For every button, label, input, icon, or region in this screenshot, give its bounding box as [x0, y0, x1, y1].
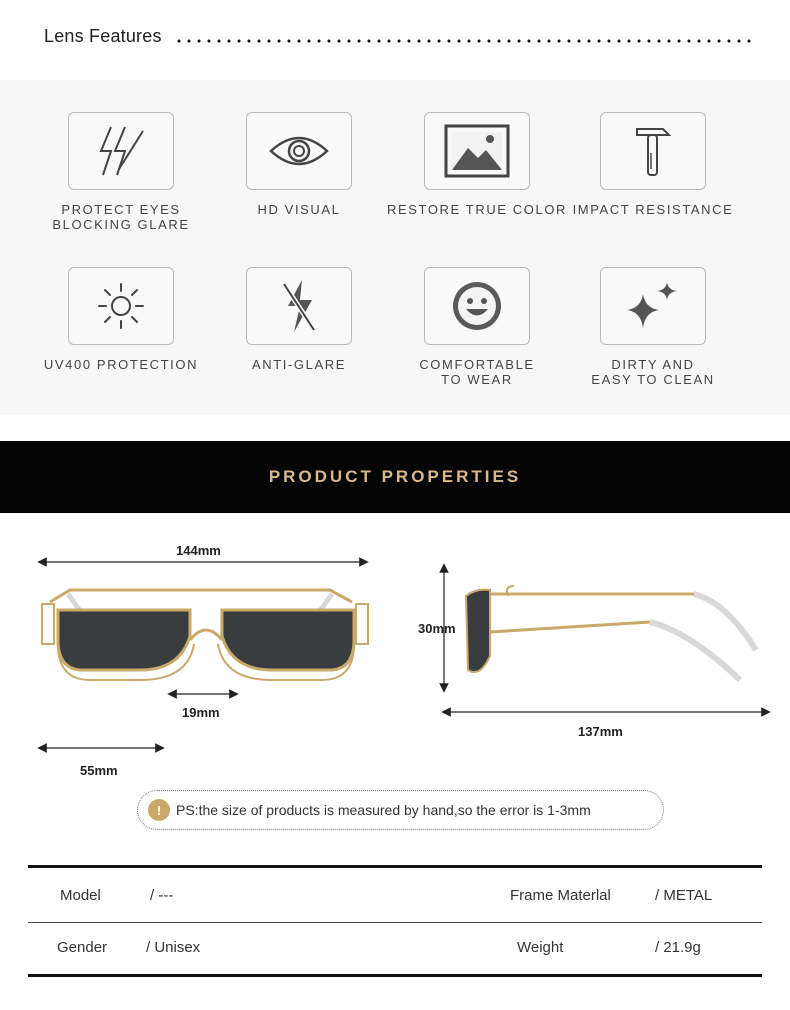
feature-hd-visual	[209, 112, 389, 217]
frame-material-label: Frame Materlal	[510, 887, 611, 904]
feature-restore-color	[387, 112, 567, 217]
gender-label: Gender	[57, 939, 108, 956]
banner-title: PRODUCT PROPERTIES	[268, 467, 522, 486]
feature-anti-glare	[209, 267, 389, 372]
eye-icon	[267, 131, 331, 171]
hammer-icon	[633, 123, 673, 179]
feature-protect-eyes	[31, 112, 211, 232]
feature-label: RESTORE TRUE COLOR	[387, 202, 568, 217]
feature-label: UV400 PROTECTION	[43, 357, 199, 372]
lens-features-title: Lens Features	[44, 26, 162, 46]
weight-label: Weight	[517, 939, 564, 956]
crossed-lightning-icon	[274, 276, 324, 336]
smiley-face-icon	[451, 280, 503, 332]
feature-icon-box	[424, 267, 530, 345]
feature-label: DIRTY AND EASY TO CLEAN	[591, 357, 715, 387]
spec-table-divider	[28, 922, 762, 923]
feature-impact-resistance	[563, 112, 743, 217]
feature-icon-box	[246, 267, 352, 345]
product-properties-banner	[0, 441, 790, 513]
feature-icon-box	[424, 112, 530, 190]
lens-features-header	[44, 26, 754, 52]
left-lens	[58, 610, 190, 670]
feature-icon-box	[68, 112, 174, 190]
gender-value: / Unisex	[146, 939, 201, 956]
bridge	[190, 630, 222, 640]
measurement-note	[137, 790, 664, 830]
feature-label: PROTECT EYES BLOCKING GLARE	[52, 202, 190, 232]
sparkle-icon	[623, 278, 683, 334]
weight-value: / 21.9g	[655, 939, 701, 956]
feature-icon-box	[600, 267, 706, 345]
side-lens	[466, 590, 490, 673]
feature-label: HD VISUAL	[257, 202, 341, 217]
sun-icon	[96, 281, 146, 331]
feature-uv400	[31, 267, 211, 372]
temple-tip-top	[694, 594, 756, 650]
feature-icon-box	[68, 267, 174, 345]
lens-width-label: 55mm	[80, 763, 118, 778]
landscape-picture-icon	[444, 124, 510, 178]
model-value: / ---	[150, 887, 174, 904]
right-lens	[222, 610, 354, 670]
feature-icon-box	[246, 112, 352, 190]
spec-table-top-border	[28, 865, 762, 868]
features-panel	[0, 80, 790, 415]
lightning-bolt-icon	[91, 121, 151, 181]
feature-comfortable	[387, 267, 567, 387]
note-text: PS:the size of products is measured by hand,so the error is 1-3mm	[176, 802, 591, 818]
dotted-divider	[174, 39, 754, 43]
lens-height-label: 30mm	[418, 621, 456, 636]
feature-label: COMFORTABLE TO WEAR	[419, 357, 535, 387]
feature-easy-clean	[563, 267, 743, 387]
feature-icon-box	[600, 112, 706, 190]
temple-length-label: 137mm	[578, 724, 623, 739]
feature-label: ANTI-GLARE	[251, 357, 346, 372]
frame-material-value: / METAL	[655, 887, 713, 904]
front-view-diagram	[30, 540, 380, 780]
total-width-label: 144mm	[176, 543, 221, 558]
spec-table-bottom-border	[28, 974, 762, 977]
model-label: Model	[60, 887, 101, 904]
frame-top-bar	[50, 590, 352, 602]
bridge-width-label: 19mm	[182, 705, 220, 720]
temple-arm-bottom	[490, 622, 650, 632]
warning-icon: !	[148, 799, 170, 821]
side-view-diagram	[410, 560, 780, 730]
temple-tip-bottom	[650, 622, 740, 680]
feature-label: IMPACT RESISTANCE	[572, 202, 734, 217]
